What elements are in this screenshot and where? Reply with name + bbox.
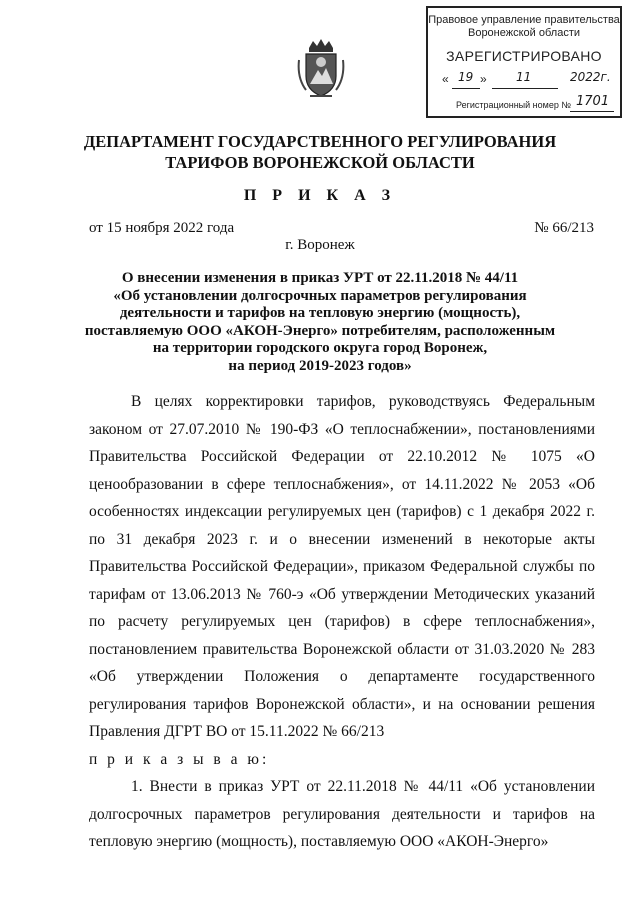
document-type: П Р И К А З bbox=[243, 187, 397, 204]
preamble-paragraph: В целях корректировки тарифов, руководствуясь Федеральным законом от 27.07.2010 № 190-ФЗ «О теплоснабжении», постановлениями Правительства Российской Федерации от 22.10.2012 № 1075 «О ценообразовании в сфере теплоснабжения», от 14.11.2022 № 2053 «Об особенностях индексации регулируемых цен (тарифов) с 1 декабря 2022 г. по 31 декабря 2023 г. и о внесении изменений в некоторые акты Правительства Российской Федерации», приказом Федеральной службы по тарифам от 13.06.2013 № 760-э «Об утверждении Методических указаний по расчету регулируемых цен (тарифов) в сфере теплоснабжения», постановлением правительства Воронежской области от 31.03.2020 № 283 «Об утверждении Положения о департаменте государственного регулирования тарифов Воронежской области», и на основании решения Правления ДГРТ ВО от 15.11.2022 № 66/213 bbox=[89, 393, 595, 740]
stamp-reg-label: Регистрационный номер № bbox=[456, 100, 572, 110]
subject-line: на территории городского округа город Воронеж, bbox=[152, 340, 488, 356]
subject-line: поставляемую ООО «АКОН-Энерго» потребителям, расположенным bbox=[84, 322, 556, 339]
document-number: № 66/213 bbox=[534, 220, 594, 236]
document-date: от 15 ноября 2022 года bbox=[89, 220, 235, 236]
stamp-date: « bbox=[442, 72, 449, 86]
document-subject bbox=[0, 270, 640, 375]
department-title bbox=[0, 131, 640, 173]
document-city: г. Воронеж bbox=[285, 237, 355, 253]
subject-line: на период 2019-2023 годов» bbox=[228, 357, 412, 374]
stamp-registered-text: ЗАРЕГИСТРИРОВАНО bbox=[446, 48, 602, 64]
stamp-date-year: 2022г. bbox=[570, 70, 611, 84]
subject-line: деятельности и тарифов на тепловую энергию (мощность), bbox=[119, 305, 521, 321]
order-word: п р и к а з ы в а ю: bbox=[89, 750, 270, 768]
department-title-line1: ДЕПАРТАМЕНТ ГОСУДАРСТВЕННОГО РЕГУЛИРОВАНИЯ bbox=[83, 132, 557, 151]
item-1-paragraph: 1. Внести в приказ УРТ от 22.11.2018 № 44/11 «Об установлении долгосрочных параметров регулирования деятельности и тарифов на тепловую энергию (мощность), поставляемую ООО «АКОН-Энерго» bbox=[89, 778, 595, 850]
registration-stamp: Правовое управление правительства Воронежской области ЗАРЕГИСТРИРОВАНО « 19 » 11 2022г. Регистрационный номер № 1701 bbox=[426, 6, 622, 118]
stamp-org-line2: Воронежской области bbox=[467, 27, 580, 39]
subject-line: «Об установлении долгосрочных параметров регулирования bbox=[113, 287, 527, 304]
stamp-date-day: 19 bbox=[458, 70, 474, 84]
department-title-line2: ТАРИФОВ ВОРОНЕЖСКОЙ ОБЛАСТИ bbox=[165, 153, 475, 172]
stamp-org-line1: Правовое управление правительства bbox=[428, 14, 620, 26]
stamp-date-month: 11 bbox=[516, 70, 532, 84]
stamp-organization bbox=[428, 14, 620, 40]
subject-line: О внесении изменения в приказ УРТ от 22.11.2018 № 44/11 bbox=[121, 270, 519, 286]
stamp-reg-number: 1701 bbox=[576, 94, 610, 109]
coat-of-arms-icon bbox=[296, 38, 346, 102]
document-body bbox=[89, 388, 595, 856]
